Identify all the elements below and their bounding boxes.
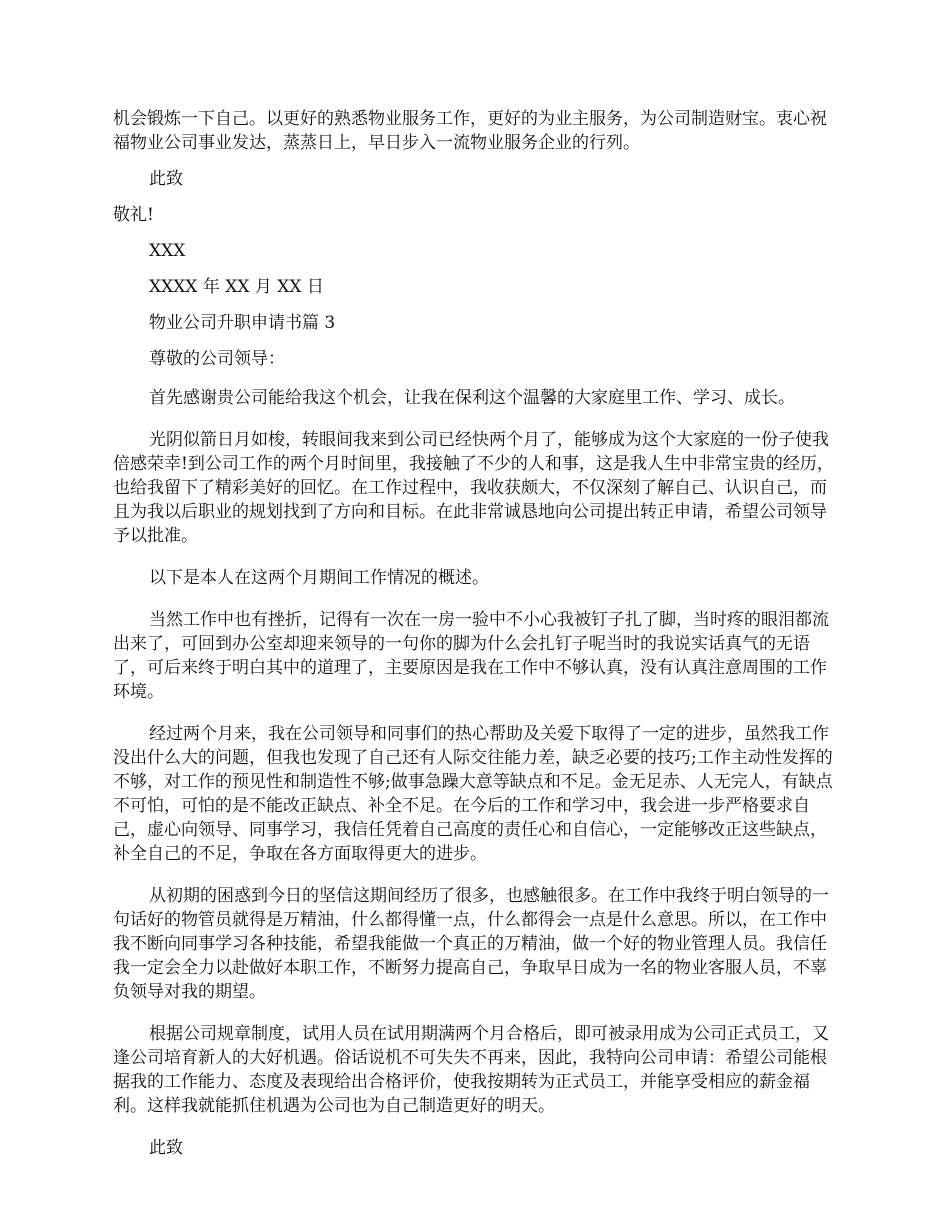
body-paragraph-1: 首先感谢贵公司能给我这个机会，让我在保利这个温馨的大家庭里工作、学习、成长。: [149, 388, 795, 408]
body-paragraph-6: 从初期的困惑到今日的坚信这期间经历了很多，也感触很多。在工作中我终于明白领导的一句话好的物管员就得是万精油，什么都得懂一点，什么都得会一点是什么意思。所以，在工作中我不断向同事学习各种技能，希望我能做一个真正的万精油，做一个好的物业管理人员。我信任我一定会全力以赴做好本职工作，不断努力提高自己，争取早日成为一名的物业客服人员，不辜负领导对我的期望。: [113, 886, 829, 1002]
closing-paragraph: 机会锻炼一下自己。以更好的熟悉物业服务工作，更好的为业主服务，为公司制造财宝。衷心祝福物业公司事业发达，蒸蒸日上，早日步入一流物业服务企业的行列。: [113, 109, 827, 153]
body-paragraph-7: 根据公司规章制度，试用人员在试用期满两个月合格后，即可被录用成为公司正式员工，又逢公司培育新人的大好机遇。俗话说机不可失失不再来，因此，我特向公司申请：希望公司能根据我的工作能力、态度及表现给出合格评价，使我按期转为正式员工，并能享受相应的薪金福利。这样我就能抓住机遇为公司也为自己制造更好的明天。: [113, 1024, 829, 1116]
signature-date: XXXX 年 XX 月 XX 日: [149, 277, 324, 297]
salutation-cizhi: 此致: [149, 169, 183, 189]
body-paragraph-3: 以下是本人在这两个月期间工作情况的概述。: [149, 568, 489, 588]
greeting: 尊敬的公司领导：: [149, 349, 285, 369]
body-paragraph-4: 当然工作中也有挫折，记得有一次在一房一验中不小心我被钉子扎了脚，当时疼的眼泪都流出来了，可回到办公室却迎来领导的一句你的脚为什么会扎钉子呢当时的我说实话真气的无语了，可后来终于明白其中的道理了，主要原因是我在工作中不够认真，没有认真注意周围的工作环境。: [113, 610, 829, 702]
final-salutation: 此致: [149, 1138, 183, 1158]
section-title: 物业公司升职申请书篇 3: [149, 313, 336, 333]
signature-name: XXX: [149, 241, 186, 261]
salutation-jingli: 敬礼!: [113, 205, 154, 225]
document-page: [113, 107, 840, 1160]
body-paragraph-5: 经过两个月来，我在公司领导和同事们的热心帮助及关爱下取得了一定的进步，虽然我工作没出什么大的问题，但我也发现了自己还有人际交往能力差，缺乏必要的技巧;工作主动性发挥的不够，对工作的预见性和制造性不够;做事急躁大意等缺点和不足。金无足赤、人无完人，有缺点不可怕，可怕的是不能改正缺点、补全不足。在今后的工作和学习中，我会进一步严格要求自己，虚心向领导、同事学习，我信任凭着自己高度的责任心和自信心，一定能够改正这些缺点，补全自己的不足，争取在各方面取得更大的进步。: [113, 724, 833, 864]
body-paragraph-2: 光阴似箭日月如梭，转眼间我来到公司已经快两个月了，能够成为这个大家庭的一份子使我倍感荣幸!到公司工作的两个月时间里，我接触了不少的人和事，这是我人生中非常宝贵的经历，也给我留下了精彩美好的回忆。在工作过程中，我收获颇大，不仅深刻了解自己、认识自己，而且为我以后职业的规划找到了方向和目标。在此非常诚恳地向公司提出转正申请，希望公司领导予以批准。: [113, 430, 834, 546]
